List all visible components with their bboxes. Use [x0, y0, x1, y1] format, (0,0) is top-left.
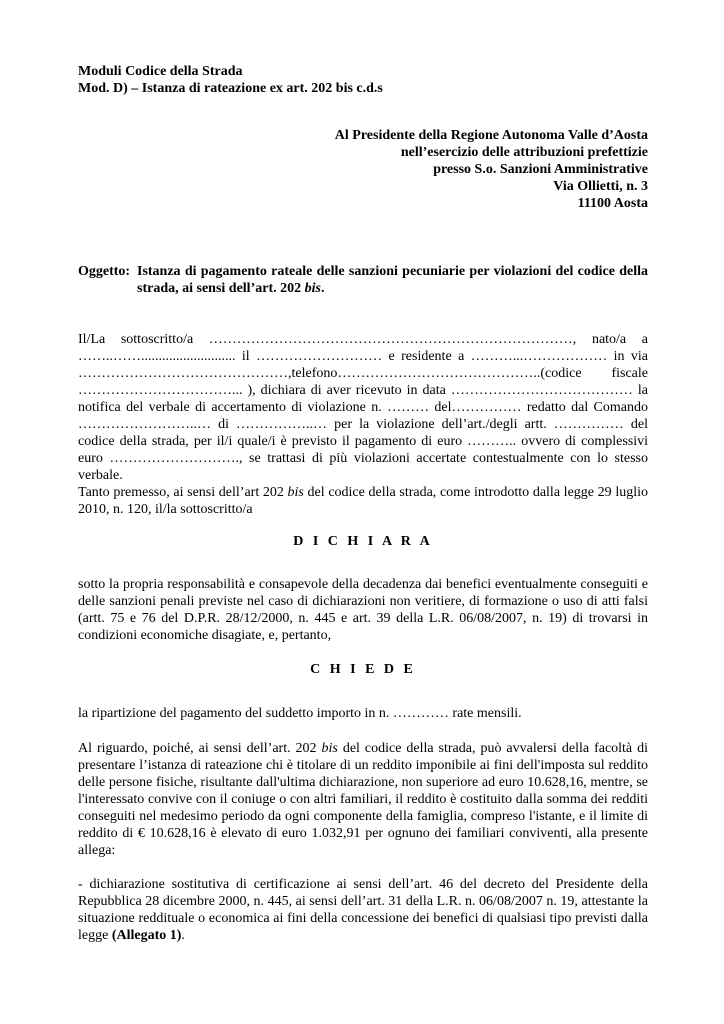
allegato-end: . [181, 928, 185, 943]
subject-block [78, 263, 648, 297]
chiede-paragraph: la ripartizione del pagamento del suddetto importo in n. ………… rate mensili. [78, 706, 522, 721]
addressee-line-4: Via Ollietti, n. 3 [553, 179, 648, 194]
premesso-text-b: del codice della strada, come introdotto dalla legge 29 luglio 2010, n. 120, il/la sottoscritto/a [78, 485, 648, 517]
riguardo-block [78, 740, 648, 859]
document-header [78, 63, 383, 97]
chiede-block [78, 705, 648, 722]
intro-block [78, 331, 648, 518]
heading-dichiara: D I C H I A R A [293, 534, 433, 549]
addressee-block [228, 127, 648, 212]
riguardo-text-bis: bis [321, 741, 338, 756]
addressee-line-5: 11100 Aosta [577, 196, 648, 211]
allegato-block [78, 876, 648, 944]
premesso-paragraph [78, 484, 648, 518]
subject-label: Oggetto: [78, 264, 131, 279]
dichiara-paragraph: sotto la propria responsabilità e consapevole della decadenza dai benefici eventualmente conseguiti e delle sanzioni penali previste nel caso di dichiarazioni non veritiere, di formazione o uso di atti falsi (artt. 75 e 76 del D.P.R. 28/12/2000, n. 445 e art. 39 della L.R. 06/08/2007, n. 19) di trovarsi in condizioni economiche disagiate, e, pertanto, [78, 577, 648, 643]
subject-text-end: . [320, 281, 325, 296]
premesso-text-a: Tanto premesso, ai sensi dell’art 202 [78, 485, 288, 500]
subject-text [137, 263, 648, 297]
allegato-label: (Allegato 1) [111, 928, 182, 943]
riguardo-text-a: Al riguardo, poiché, ai sensi dell’art. 202 [78, 741, 322, 756]
subject-text-bis: bis [304, 281, 321, 296]
header-line-2: Mod. D) – Istanza di rateazione ex art. 202 bis c.d.s [78, 81, 383, 96]
header-line-1: Moduli Codice della Strada [78, 64, 243, 79]
allegato-text: - dichiarazione sostitutiva di certificazione ai sensi dell’art. 46 del decreto del Presidente della Repubblica 28 dicembre 2000, n. 445, ai sensi dell’art. 31 della L.R. n. 06/08/2007 n. 19, attestante la situazione reddituale o economica ai fini della concessione dei benefici di qualsiasi tipo previsti dalla legge [78, 877, 648, 943]
allegato-paragraph [78, 876, 648, 944]
riguardo-text-b: del codice della strada, può avvalersi della facoltà di presentare l’istanza di rateazione chi è titolare di un reddito imponibile ai fini dell'imposta sul reddito delle persone fisiche, risultante dall'ultima dichiarazione, non superiore ad euro 10.628,16, mentre, se l'interessato convive con il coniuge o con altri familiari, il reddito è costituito dalla somma dei redditi conseguiti nel medesimo periodo da ogni componente della famiglia, compreso l'istante, e il limite di reddito di € 10.628,16 è elevato di euro 1.032,91 per ognuno dei familiari conviventi, alla presente allega: [78, 741, 648, 858]
intro-paragraph: Il/La sottoscritto/a ……………………………………………………………………, nato/a a ……..……........................... il ……………………… e residente a ………...……………… in via ………………………………………,telefono……………………………………..(codice fiscale ……………………………... ), dichiara di aver ricevuto in data ………………………………… la notifica del verbale di accertamento di violazione n. ……… del…………… redatto dal Comando ……………………..… di ……………..… per la violazione dell’art./degli artt. …………… del codice della strada, per il/i quale/i è previsto il pagamento di euro ……….. ovvero di complessivi euro ………………………., se trattasi di più violazioni accertate contestualmente con lo stesso verbale. [78, 332, 648, 483]
addressee-line-2: nell’esercizio delle attribuzioni prefettizie [400, 145, 648, 160]
dichiara-block [78, 576, 648, 644]
heading-chiede: C H I E D E [310, 662, 416, 677]
addressee-line-3: presso S.o. Sanzioni Amministrative [433, 162, 648, 177]
addressee-line-1: Al Presidente della Regione Autonoma Valle d’Aosta [334, 128, 648, 143]
riguardo-paragraph [78, 740, 648, 859]
premesso-text-bis: bis [287, 485, 304, 500]
subject-text-main: Istanza di pagamento rateale delle sanzioni pecuniarie per violazioni del codice della strada, ai sensi dell’art. 202 [137, 264, 648, 296]
